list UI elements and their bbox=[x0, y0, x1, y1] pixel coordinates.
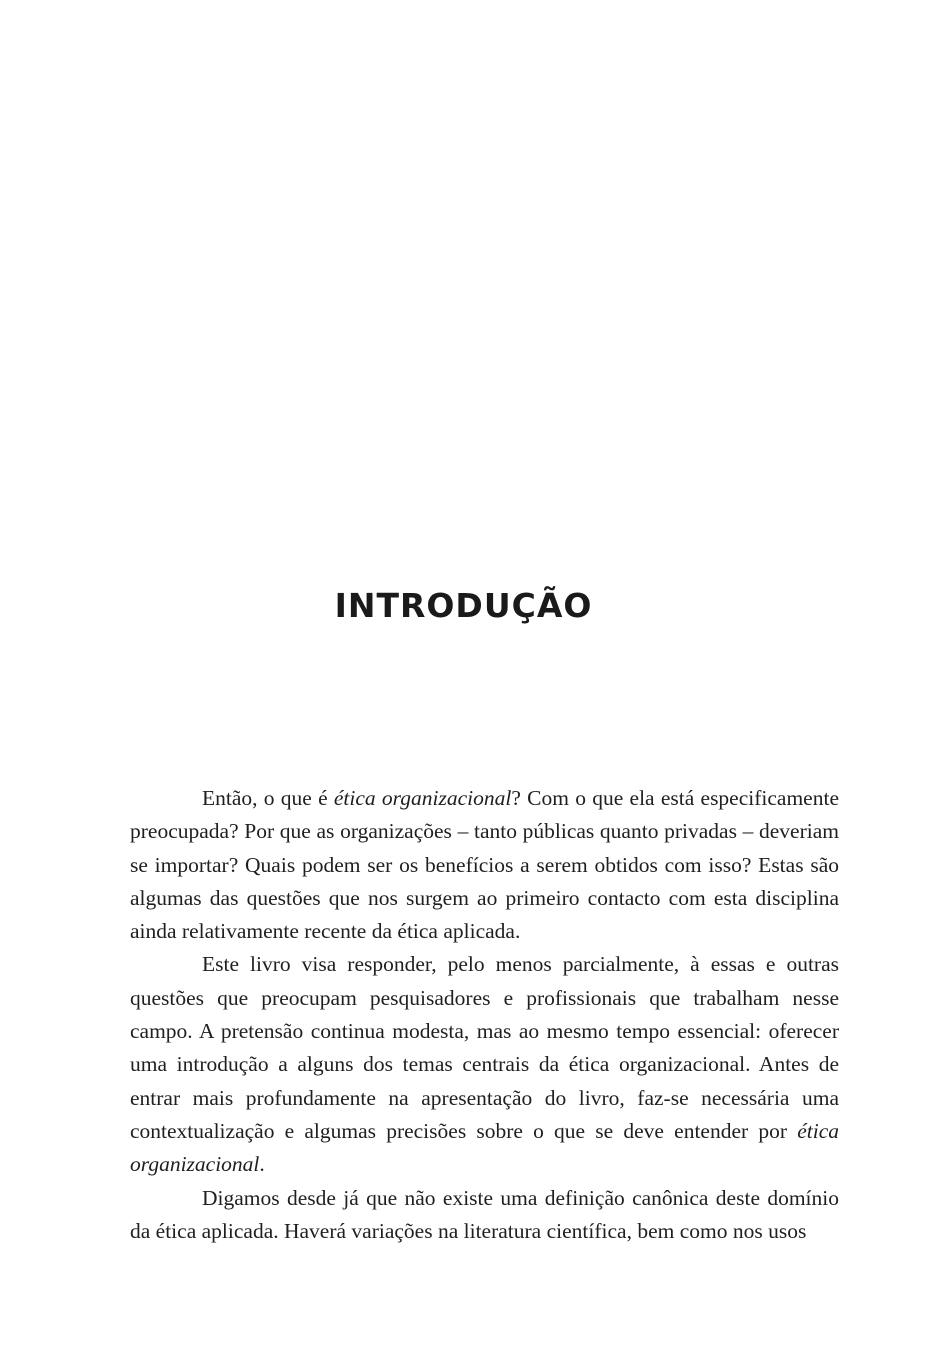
paragraph-3 bbox=[130, 1182, 839, 1249]
paragraph-2-italic-term: ética organizacional bbox=[130, 1118, 839, 1177]
paragraph-2-text-b: . bbox=[259, 1152, 265, 1177]
paragraph-2 bbox=[130, 948, 839, 1181]
paragraph-2-text-a: Este livro visa responder, pelo menos parcialmente, à essas e outras questões que preocupam pesquisadores e profissionais que trabalham nesse campo. A pretensão continua modesta, mas ao mesmo tempo essencial: oferecer uma introdução a alguns dos temas centrais da ética organizacional. Antes de entrar mais profundamente na apresentação do livro, faz-se necessária uma contextualização e algumas precisões sobre o que se deve entender por bbox=[130, 952, 839, 1143]
body-text bbox=[130, 782, 839, 1248]
paragraph-1-italic-term: ética organizacional bbox=[333, 786, 512, 810]
chapter-title: INTRODUÇÃO bbox=[334, 586, 593, 625]
paragraph-3-text: Digamos desde já que não existe uma definição canônica deste domínio da ética aplicada. Haverá variações na literatura científica, bem como nos usos bbox=[130, 1185, 839, 1243]
paragraph-1-text-b: ? Com o que ela está especificamente preocupada? Por que as organizações – tanto públicas quanto privadas – deveriam se importar? Quais podem ser os benefícios a serem obtidos com isso? Estas são algumas das questões que nos surgem ao primeiro contacto com esta disciplina ainda relativamente recente da ética aplicada. bbox=[130, 786, 839, 944]
paragraph-1-text-a: Então, o que é bbox=[202, 786, 334, 810]
paragraph-1 bbox=[130, 782, 839, 948]
